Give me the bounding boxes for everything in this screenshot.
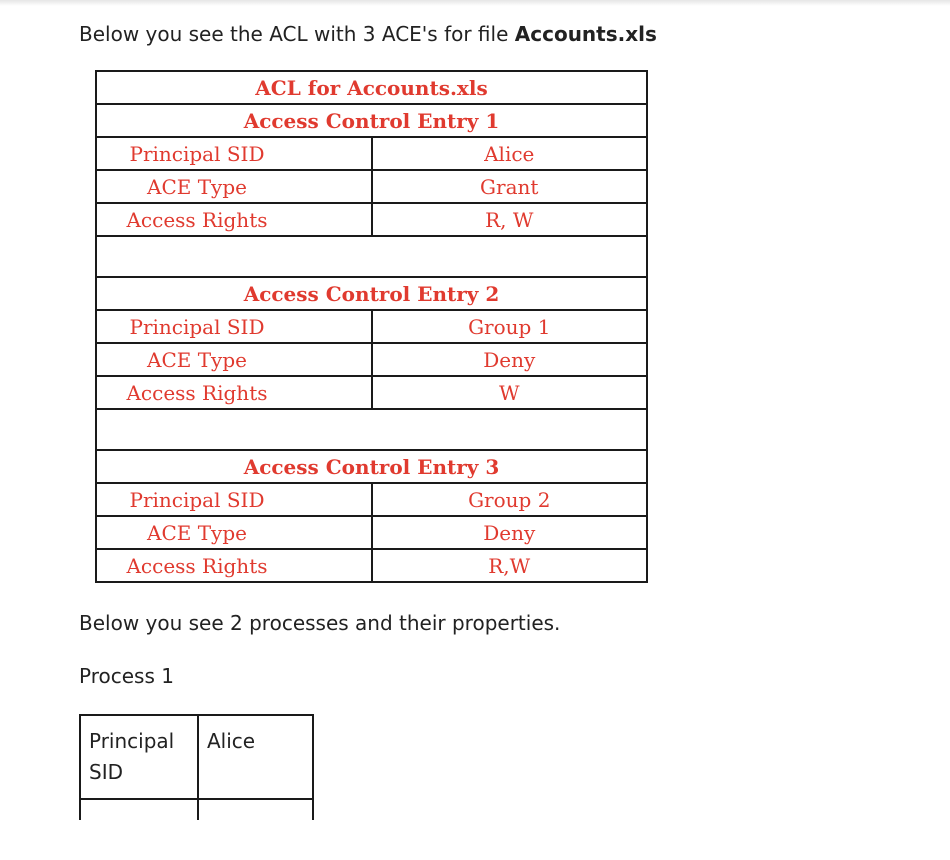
ace-value: Alice — [484, 141, 535, 166]
ace-label: Principal SID — [129, 487, 265, 512]
ace-label: ACE Type — [147, 347, 247, 372]
ace-row — [96, 483, 647, 516]
spacer-row — [96, 236, 647, 277]
process-label: Principal SID — [80, 715, 198, 799]
ace-value: Group 1 — [468, 314, 551, 339]
ace-row — [96, 170, 647, 203]
ace-3-heading: Access Control Entry 3 — [96, 450, 647, 483]
ace-row — [96, 516, 647, 549]
ace-label: ACE Type — [147, 174, 247, 199]
top-shadow — [0, 0, 950, 6]
ace-value: W — [498, 380, 520, 405]
process-row — [80, 715, 313, 799]
ace-label: Access Rights — [126, 380, 268, 405]
ace-row — [96, 549, 647, 582]
ace-row — [96, 310, 647, 343]
ace-value: R, W — [485, 207, 534, 232]
ace-label: Access Rights — [126, 553, 268, 578]
ace-value: Deny — [483, 520, 536, 545]
ace-1-heading: Access Control Entry 1 — [96, 104, 647, 137]
ace-row — [96, 203, 647, 236]
ace-row — [96, 137, 647, 170]
ace-label: Access Rights — [126, 207, 268, 232]
processes-intro: Below you see 2 processes and their properties. — [79, 611, 561, 635]
process-1-title: Process 1 — [79, 664, 174, 688]
acl-table — [95, 70, 648, 583]
process-1-table — [79, 714, 314, 820]
ace-row — [96, 343, 647, 376]
ace-label: Principal SID — [129, 141, 265, 166]
process-row-partial — [80, 799, 313, 820]
ace-2-heading: Access Control Entry 2 — [96, 277, 647, 310]
ace-value: R,W — [488, 553, 531, 578]
ace-value: Deny — [483, 347, 536, 372]
spacer-row — [96, 409, 647, 450]
ace-row — [96, 376, 647, 409]
ace-label: Principal SID — [129, 314, 265, 339]
ace-value: Group 2 — [468, 487, 551, 512]
acl-title: ACL for Accounts.xls — [96, 71, 647, 104]
ace-value: Grant — [480, 174, 539, 199]
intro-paragraph — [79, 21, 657, 47]
process-value: Alice — [198, 715, 313, 799]
intro-filename: Accounts.xls — [514, 22, 657, 46]
intro-text: Below you see the ACL with 3 ACE's for file — [79, 22, 515, 46]
ace-label: ACE Type — [147, 520, 247, 545]
